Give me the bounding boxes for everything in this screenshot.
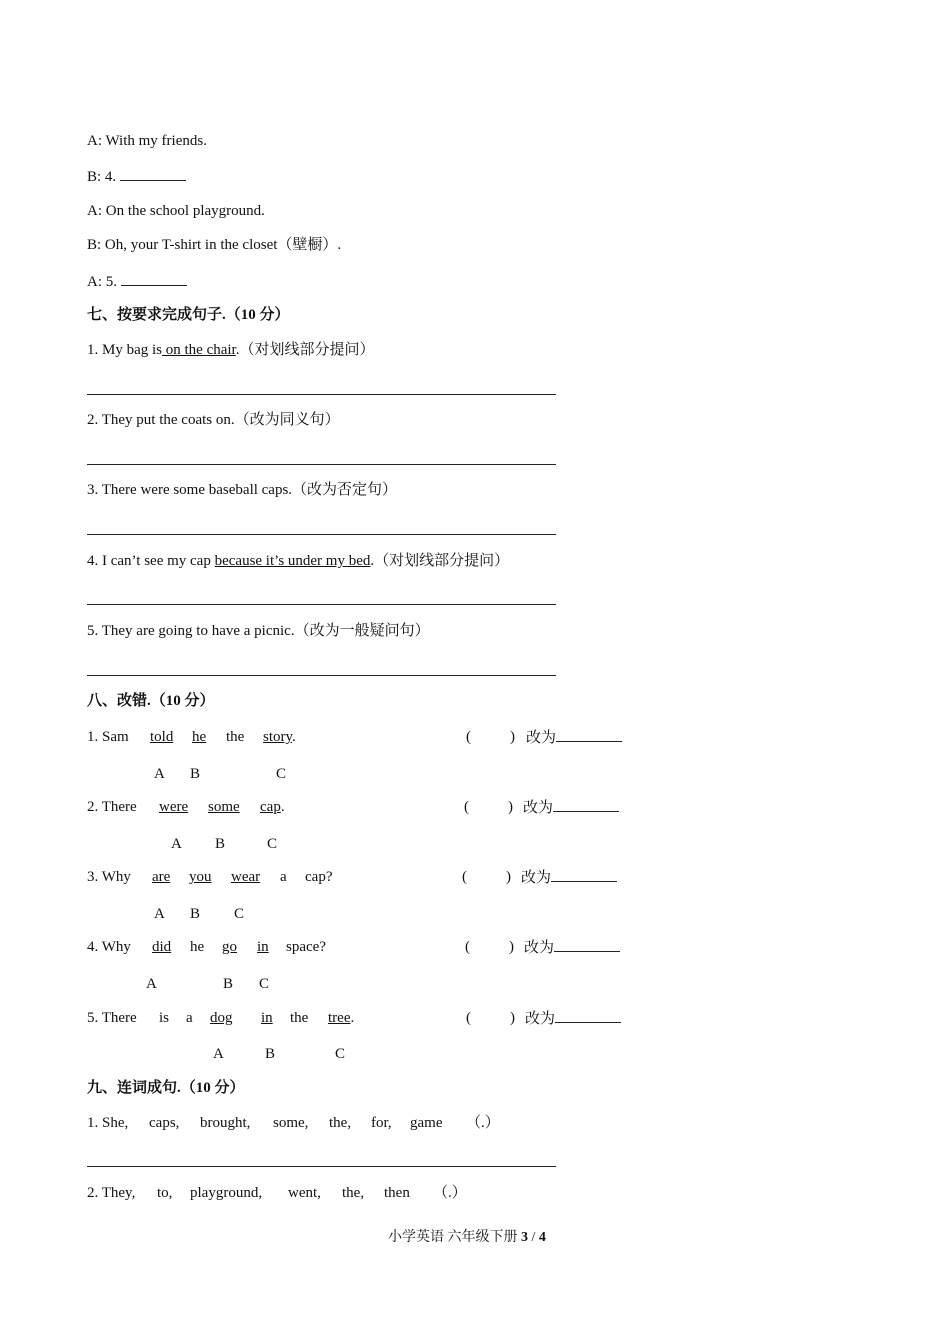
answer-paren-open: (	[466, 729, 471, 745]
q-text: 1. My bag is	[87, 342, 162, 358]
label-a: A	[154, 766, 165, 782]
option-word-a: are	[152, 869, 171, 885]
option-word-c-wrap	[260, 797, 285, 817]
word: a	[186, 1010, 193, 1026]
word: to,	[157, 1185, 173, 1201]
punctuation-hint: （.）	[466, 1115, 500, 1131]
correction-blank[interactable]	[556, 727, 622, 742]
section-8-title: 八、改错.（10 分）	[87, 693, 215, 709]
option-word-c: story	[263, 729, 293, 745]
change-label: 改为	[525, 1011, 556, 1027]
word: 2. They,	[87, 1185, 136, 1201]
answer-paren-close: )	[506, 869, 511, 885]
option-word-b: he	[192, 729, 207, 745]
footer-label: 小学英语 六年级下册	[388, 1230, 518, 1245]
option-word-c-wrap	[328, 1008, 354, 1028]
change-label: 改为	[524, 940, 555, 956]
answer-paren-close: )	[508, 799, 513, 815]
label-b: B	[215, 836, 226, 852]
label-c: C	[234, 906, 245, 922]
underlined-phrase: because it’s under my bed	[214, 553, 371, 569]
option-word-b: in	[261, 1010, 273, 1026]
answer-paren-open: (	[465, 939, 470, 955]
option-word-c-wrap	[263, 727, 296, 747]
option-word-b: go	[222, 939, 237, 955]
answer-blank[interactable]	[120, 166, 186, 181]
word: cap?	[305, 869, 333, 885]
answer-line[interactable]	[87, 464, 556, 465]
correction-field[interactable]	[524, 937, 620, 958]
q-number: 2. There	[87, 799, 137, 815]
punctuation-hint: （.）	[433, 1185, 467, 1201]
answer-line[interactable]	[87, 1166, 556, 1167]
q-number: 4. Why	[87, 939, 131, 955]
label-c: C	[267, 836, 278, 852]
section-9-title: 九、连词成句.（10 分）	[87, 1080, 245, 1096]
answer-paren-close: )	[510, 729, 515, 745]
label-b: B	[265, 1046, 276, 1062]
word: the,	[342, 1185, 365, 1201]
option-word-a: told	[150, 729, 174, 745]
answer-line[interactable]	[87, 675, 556, 676]
page-footer	[388, 1228, 546, 1248]
change-label: 改为	[521, 870, 552, 886]
label-c: C	[259, 976, 270, 992]
period: .	[292, 729, 296, 745]
page-total: 4	[538, 1230, 546, 1245]
correction-blank[interactable]	[554, 937, 620, 952]
answer-paren-open: (	[466, 1010, 471, 1026]
answer-line[interactable]	[87, 394, 556, 395]
option-word-c: cap	[260, 799, 281, 815]
dialogue-line-5	[87, 271, 187, 292]
option-word-a: dog	[210, 1010, 233, 1026]
word: space?	[286, 939, 326, 955]
label-a: A	[146, 976, 157, 992]
answer-paren-open: (	[462, 869, 467, 885]
correction-blank[interactable]	[553, 797, 619, 812]
label-c: C	[276, 766, 287, 782]
dialogue-line-3: A: On the school playground.	[87, 203, 265, 219]
word: 1. She,	[87, 1115, 129, 1131]
sec7-question-1	[87, 340, 375, 360]
answer-line[interactable]	[87, 604, 556, 605]
answer-paren-close: )	[509, 939, 514, 955]
underlined-phrase: on the chair	[162, 342, 236, 358]
option-word-b: some	[208, 799, 240, 815]
dialogue-line-2	[87, 166, 186, 187]
sec7-question-2: 2. They put the coats on.（改为同义句）	[87, 412, 340, 428]
q-number: 3. Why	[87, 869, 131, 885]
q-number: 5. There	[87, 1010, 137, 1026]
word: caps,	[149, 1115, 180, 1131]
answer-paren-open: (	[464, 799, 469, 815]
page-number: 3	[521, 1230, 528, 1245]
word: went,	[288, 1185, 321, 1201]
answer-line[interactable]	[87, 534, 556, 535]
option-word-c: wear	[231, 869, 261, 885]
correction-field[interactable]	[523, 797, 619, 818]
period: .	[280, 799, 285, 815]
option-word-a: were	[159, 799, 189, 815]
word: the	[226, 729, 245, 745]
word: game	[410, 1115, 443, 1131]
correction-field[interactable]	[526, 727, 622, 748]
label-b: B	[190, 766, 201, 782]
word: is	[159, 1010, 170, 1026]
option-word-c: in	[257, 939, 269, 955]
label-c: C	[335, 1046, 346, 1062]
label-a: A	[154, 906, 165, 922]
sec7-question-5: 5. They are going to have a picnic.（改为一般疑问句）	[87, 623, 430, 639]
page-separator: /	[531, 1230, 536, 1245]
label-b: B	[190, 906, 201, 922]
period: .	[350, 1010, 355, 1026]
word: for,	[371, 1115, 392, 1131]
word: the,	[329, 1115, 352, 1131]
option-word-a: did	[152, 939, 172, 955]
correction-field[interactable]	[525, 1008, 621, 1029]
label-b: B	[223, 976, 234, 992]
correction-field[interactable]	[521, 867, 617, 888]
sec7-question-4	[87, 551, 509, 571]
word: brought,	[200, 1115, 251, 1131]
q-number: 1. Sam	[87, 729, 129, 745]
dialogue-line-2-text: B: 4.	[87, 169, 117, 185]
word: a	[280, 869, 287, 885]
option-word-b: you	[189, 869, 212, 885]
answer-blank[interactable]	[121, 271, 187, 286]
change-label: 改为	[523, 800, 554, 816]
answer-paren-close: )	[510, 1010, 515, 1026]
word: then	[384, 1185, 410, 1201]
q-instruction: .（对划线部分提问）	[370, 553, 510, 569]
word: some,	[273, 1115, 309, 1131]
sec7-question-3: 3. There were some baseball caps.（改为否定句）	[87, 482, 398, 498]
change-label: 改为	[526, 730, 557, 746]
word: he	[190, 939, 205, 955]
word: playground,	[190, 1185, 263, 1201]
q-instruction: .（对划线部分提问）	[235, 342, 375, 358]
dialogue-line-4: B: Oh, your T-shirt in the closet（壁橱）.	[87, 237, 342, 253]
label-a: A	[171, 836, 182, 852]
option-word-c: tree	[328, 1010, 351, 1026]
correction-blank[interactable]	[555, 1008, 621, 1023]
q-text: 4. I can’t see my cap	[87, 553, 215, 569]
word: the	[290, 1010, 309, 1026]
correction-blank[interactable]	[551, 867, 617, 882]
dialogue-line-1: A: With my friends.	[87, 133, 207, 149]
section-7-title: 七、按要求完成句子.（10 分）	[87, 307, 290, 323]
dialogue-line-5-text: A: 5.	[87, 274, 117, 290]
label-a: A	[213, 1046, 224, 1062]
